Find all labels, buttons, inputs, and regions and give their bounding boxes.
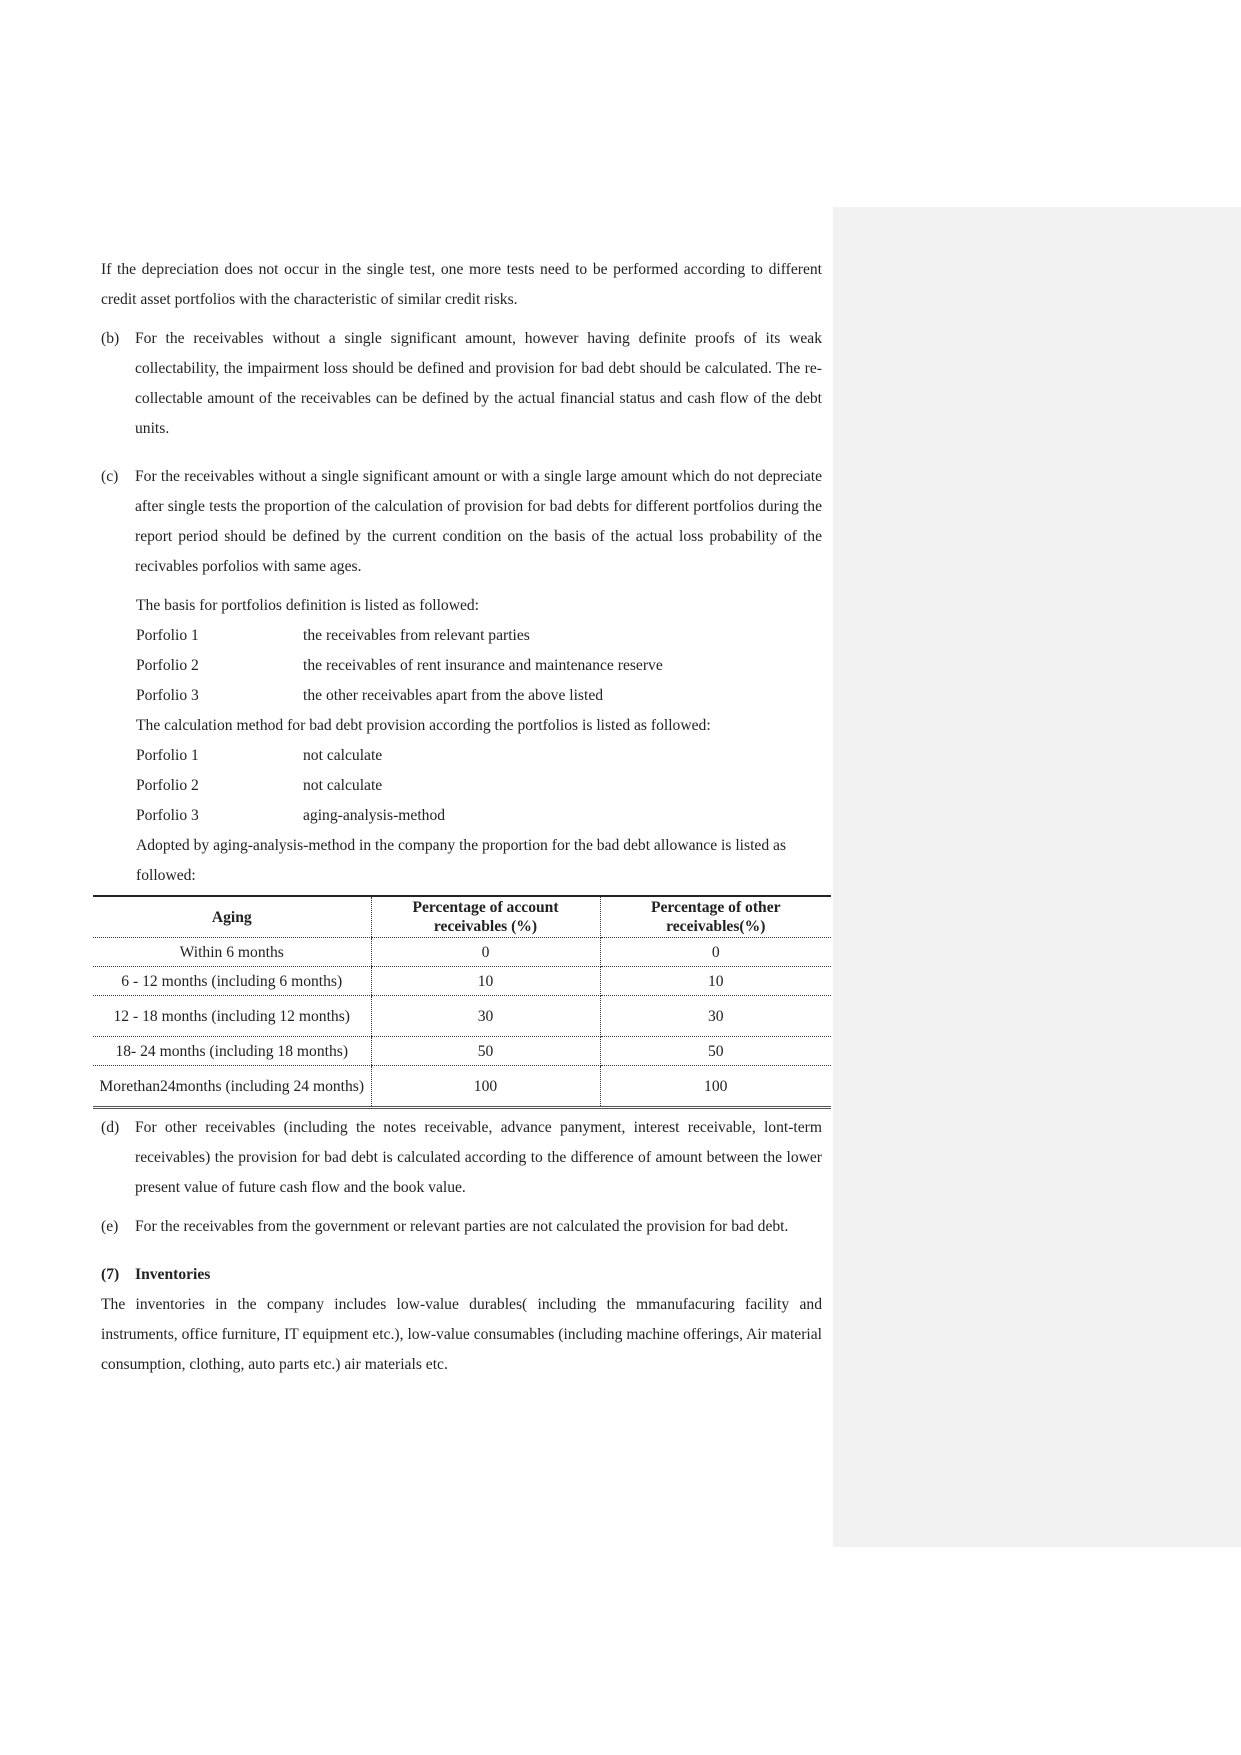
item-text: For the receivables without a single significant amount or with a single large amount which do not depreciate after single tests the proportion of the calculation of provision for bad debts for different portfolios during the report period should be defined by the current condition on the basis of the actual loss probability of the recivables porfolios with same ages. [135, 468, 822, 575]
cell-aging: Within 6 months [93, 938, 371, 967]
item-e [101, 1212, 822, 1242]
header-account-pct: Percentage of account receivables (%) [371, 896, 600, 938]
cell-account-pct: 0 [371, 938, 600, 967]
table-row [93, 1037, 831, 1066]
table-row [93, 938, 831, 967]
section-number: (7) [101, 1266, 120, 1283]
comment-margin [833, 207, 1241, 1547]
header-aging: Aging [93, 896, 371, 938]
table-row [93, 1066, 831, 1108]
item-d [101, 1113, 822, 1203]
section-paragraph: The inventories in the company includes low-value durables( including the mmanufacuring facility and instruments, office furniture, IT equipment etc.), low-value consumables (including machine offerings, Air material consumption, clothing, auto parts etc.) air materials etc. [101, 1296, 822, 1373]
portfolio-name: Porfolio 2 [136, 657, 199, 674]
cell-other-pct: 50 [600, 1037, 831, 1066]
cell-account-pct: 30 [371, 996, 600, 1037]
portfolio-desc: the receivables of rent insurance and maintenance reserve [303, 657, 663, 674]
item-marker: (b) [101, 330, 120, 347]
adopted-paragraph: Adopted by aging-analysis-method in the company the proportion for the bad debt allowance is listed as followed: [136, 837, 787, 884]
document-page [101, 255, 822, 1380]
item-marker: (d) [101, 1119, 120, 1136]
cell-aging: 12 - 18 months (including 12 months) [93, 996, 371, 1037]
basis-row [101, 621, 822, 651]
section-title: Inventories [135, 1266, 211, 1283]
cell-aging: 6 - 12 months (including 6 months) [93, 967, 371, 996]
method-desc: not calculate [303, 777, 383, 794]
method-row [101, 741, 822, 771]
method-row [101, 801, 822, 831]
item-c [101, 462, 822, 582]
cell-other-pct: 100 [600, 1066, 831, 1108]
table-header-row [93, 896, 831, 938]
cell-other-pct: 30 [600, 996, 831, 1037]
item-text: For the receivables from the government or relevant parties are not calculated the provision for bad debt. [135, 1218, 789, 1235]
cell-aging: 18- 24 months (including 18 months) [93, 1037, 371, 1066]
basis-row [101, 651, 822, 681]
intro-paragraph: If the depreciation does not occur in the single test, one more tests need to be performed according to different credit asset portfolios with the characteristic of similar credit risks. [101, 261, 822, 308]
item-marker: (c) [101, 468, 119, 485]
portfolio-desc: the other receivables apart from the above listed [303, 687, 604, 704]
portfolio-desc: the receivables from relevant parties [303, 627, 530, 644]
portfolio-name: Porfolio 2 [136, 777, 199, 794]
item-text: For other receivables (including the notes receivable, advance panyment, interest receivable, lont-term receivables) the provision for bad debt is calculated according to the difference of amount between the lower present value of future cash flow and the book value. [135, 1119, 822, 1196]
item-b [101, 324, 822, 444]
method-desc: not calculate [303, 747, 383, 764]
method-intro: The calculation method for bad debt provision according the portfolios is listed as followed: [136, 717, 711, 734]
header-other-pct: Percentage of other receivables(%) [600, 896, 831, 938]
cell-account-pct: 10 [371, 967, 600, 996]
method-row [101, 771, 822, 801]
method-desc: aging-analysis-method [303, 807, 446, 824]
cell-aging: Morethan24months (including 24 months) [93, 1066, 371, 1108]
aging-table [93, 895, 831, 1109]
portfolio-name: Porfolio 1 [136, 747, 199, 764]
basis-row [101, 681, 822, 711]
portfolio-name: Porfolio 3 [136, 687, 199, 704]
item-text: For the receivables without a single significant amount, however having definite proofs of its weak collectability, the impairment loss should be defined and provision for bad debt should be calculated. The re-collectable amount of the receivables can be defined by the actual financial status and cash flow of the debt units. [135, 330, 822, 437]
table-row [93, 967, 831, 996]
cell-account-pct: 50 [371, 1037, 600, 1066]
portfolio-name: Porfolio 1 [136, 627, 199, 644]
cell-other-pct: 0 [600, 938, 831, 967]
item-marker: (e) [101, 1218, 119, 1235]
cell-account-pct: 100 [371, 1066, 600, 1108]
basis-intro: The basis for portfolios definition is listed as followed: [136, 597, 480, 614]
table-row [93, 996, 831, 1037]
cell-other-pct: 10 [600, 967, 831, 996]
portfolio-name: Porfolio 3 [136, 807, 199, 824]
section-heading [101, 1260, 822, 1290]
